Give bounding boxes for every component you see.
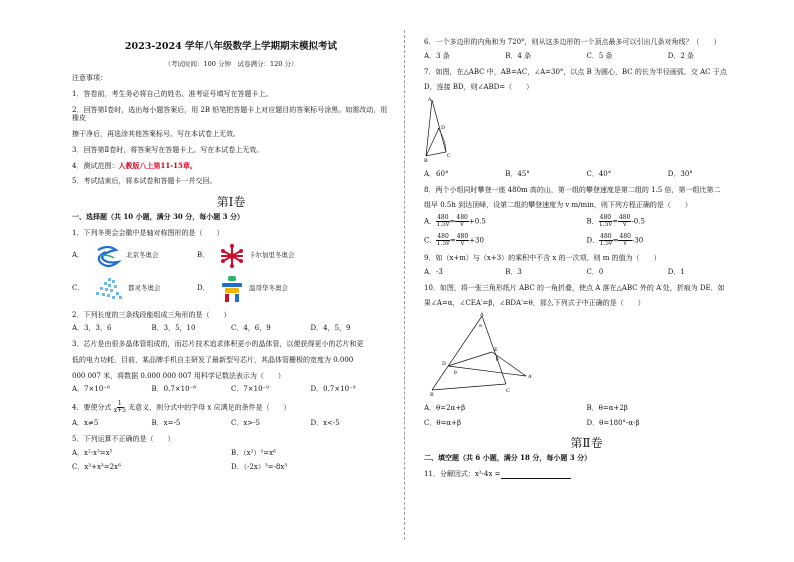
q4-fraction: $\frac{1}{x+5}$ bbox=[113, 400, 126, 414]
q1-row-cd bbox=[72, 274, 390, 304]
q7-label-a: A bbox=[428, 97, 432, 103]
q10-option-d: D．θ=180°-α-β bbox=[586, 418, 640, 427]
q10-label-alpha: α bbox=[479, 324, 483, 329]
question-3-line1: 3．芯片是由很多晶体管组成的，而芯片技术追求体积更小的晶体管，以便获得更小的芯片和更 bbox=[72, 340, 364, 348]
question-7-line1: 7．如图，在△ABC 中，AB=AC，∠A=30°，以点 B 为圆心，BC 的长为半径画弧，交 AC 于点 bbox=[424, 67, 727, 76]
q10-option-b: B．θ=α+2β bbox=[586, 403, 628, 412]
q10-options bbox=[424, 404, 749, 428]
q10-option-a: A．θ=2α+β bbox=[424, 403, 466, 412]
question-7-line2: D，连接 BD，则∠ABD=（ ） bbox=[424, 83, 534, 92]
q2-options bbox=[72, 324, 390, 333]
q6-option-b: B．4 条 bbox=[505, 51, 532, 60]
q9-option-a: A．-3 bbox=[424, 267, 443, 276]
q10-label-c: C bbox=[506, 388, 510, 394]
section2-heading: 二、填空题（共 6 小题，满分 18 分，每小题 3 分） bbox=[424, 453, 592, 463]
note-1: 1．答卷前，考生务必将自己的姓名、准考证号填写在答题卡上。 bbox=[72, 89, 273, 98]
question-10-line2: 果∠A=α，∠CEA′=β，∠BDA′=θ，那么下列式子中正确的是（ ） bbox=[424, 299, 645, 308]
notes-heading: 注意事项： bbox=[72, 74, 107, 82]
exam-title: 2023-2024 学年八年级数学上学期期末模拟考试 bbox=[124, 41, 338, 52]
right-column bbox=[424, 38, 749, 479]
q4-option-b: B．x=-5 bbox=[151, 419, 181, 427]
q1-option-c: C． 都灵冬奥会 bbox=[72, 276, 187, 302]
q9-option-d: D．1 bbox=[667, 267, 685, 276]
q10-folded-triangle-figure bbox=[430, 312, 540, 396]
q8-option-c: C． $\frac{480}{1.5v}$ = $\frac{480}{v}$ +30 bbox=[424, 233, 484, 247]
q7-label-b: B bbox=[424, 158, 428, 162]
q7-options bbox=[424, 170, 749, 179]
q2-option-a: A．3，3，6 bbox=[72, 324, 112, 333]
q1-row-ab bbox=[72, 241, 390, 271]
question-9: 9．如（x+m）与（x+3）的乘积中不含 x 的一次项，则 m 的值为（ ） bbox=[424, 254, 661, 262]
question-5: 5．下列运算不正确的是（ ） bbox=[72, 434, 175, 443]
note-3: 3．回答第Ⅱ卷时，将答案写在答题卡上。写在本试卷上无效。 bbox=[72, 145, 264, 154]
calgary-emblem-icon bbox=[219, 243, 245, 269]
question-11: 11．分解因式：x³-4x = bbox=[424, 470, 749, 479]
q3-option-c: C．7×10⁻⁹ bbox=[231, 385, 270, 394]
q9-option-c: C．0 bbox=[586, 267, 604, 276]
left-column bbox=[72, 38, 390, 472]
q8-option-a: A． $\frac{480}{1.5v}$ = $\frac{480}{v}$ +0.5 bbox=[424, 214, 486, 228]
q10-label-beta: β bbox=[496, 357, 499, 362]
q7-option-b: B．45° bbox=[505, 169, 530, 178]
section1-heading: 一、选择题（共 10 小题，满分 30 分，每小题 3 分） bbox=[72, 212, 244, 221]
question-1: 1．下列冬奥会会徽中是轴对称图形的是（ ） bbox=[72, 228, 224, 237]
q8-options bbox=[424, 215, 749, 247]
question-8-line2: 组早 0.5h 到达顶峰，设第二组的攀登速度为 v m/min，则下列方程正确的是（ ） bbox=[424, 201, 692, 210]
question-10-line1: 10．如图，将一张三角形纸片 ABC 的一角折叠，使点 A 落在△ABC 外的 A′处，折痕为 DE．如 bbox=[424, 283, 725, 292]
question-4: 4．要使分式 $\frac{1}{x+5}$ 无意义，则分式中的字母 x 应满足的条件是（ ） bbox=[72, 400, 291, 414]
q1-option-a: A． 北京冬奥会 bbox=[72, 242, 187, 270]
q10-label-theta: θ bbox=[454, 371, 457, 376]
q4-option-d: D．x<-5 bbox=[310, 419, 340, 427]
q10-label-d: D bbox=[442, 361, 447, 367]
q8-option-d: D． $\frac{480}{1.5v}$ = $\frac{480}{v}$ -30 bbox=[586, 233, 644, 247]
q10-label-a-prime: A′ bbox=[528, 374, 533, 380]
q9-options bbox=[424, 268, 749, 277]
q7-label-c: C bbox=[447, 153, 451, 159]
q7-option-c: C．40° bbox=[586, 169, 612, 178]
q10-label-e: E bbox=[494, 347, 498, 353]
q6-options bbox=[424, 52, 749, 61]
q2-option-d: D．4，5，9 bbox=[310, 324, 351, 333]
vancouver-inukshuk-icon bbox=[219, 275, 245, 303]
q2-option-c: C．4，6，9 bbox=[231, 324, 271, 333]
q10-option-c: C．θ=α+β bbox=[424, 418, 462, 427]
q7-option-d: D．30° bbox=[667, 169, 693, 178]
part1-heading: 第Ⅰ卷 bbox=[216, 195, 246, 209]
q3-option-b: B．0.7×10⁻⁸ bbox=[151, 385, 197, 394]
question-2: 2．下列长度的三条线段能组成三角形的是（ ） bbox=[72, 310, 231, 319]
q1-option-d: D． 温哥华冬奥会 bbox=[197, 275, 312, 303]
q5-option-a: A．x²·x³=x⁵ bbox=[72, 448, 113, 457]
exam-subtitle: （考试时间：100 分钟 试卷满分：120 分） bbox=[164, 59, 298, 68]
q5-options bbox=[72, 449, 390, 473]
beijing-emblem-icon bbox=[94, 242, 122, 270]
q10-label-a: A bbox=[480, 312, 484, 318]
q5-option-b: B．（x²）³=x⁶ bbox=[231, 448, 276, 457]
q7-option-a: A．60° bbox=[424, 169, 449, 178]
q4-option-c: C．x>-5 bbox=[231, 419, 260, 427]
part2-heading: 第Ⅱ卷 bbox=[570, 436, 603, 451]
column-divider bbox=[404, 30, 405, 540]
q11-answer-blank bbox=[501, 472, 571, 479]
q6-option-d: D．2 条 bbox=[667, 51, 695, 60]
q7-triangle-figure bbox=[424, 96, 464, 162]
q3-option-d: D．0.7×10⁻⁹ bbox=[310, 385, 356, 394]
q4-options bbox=[72, 419, 390, 428]
note-4: 4．测试范围：人教版八上第11-15章。 bbox=[72, 160, 197, 170]
q6-option-c: C．5 条 bbox=[586, 51, 613, 60]
turin-emblem-icon bbox=[94, 276, 124, 302]
note-2-cont: 擦干净后，再选涂其他答案标号。写在本试卷上无效。 bbox=[72, 130, 240, 138]
q5-option-d: D．（-2x）³=-8x³ bbox=[231, 463, 288, 472]
note-5: 5．考试结束后，将本试卷和答题卡一并交回。 bbox=[72, 177, 217, 186]
q1-option-b: B． 卡尔加里冬奥会 bbox=[197, 243, 312, 269]
q3-options bbox=[72, 385, 390, 394]
q3-option-a: A．7×10⁻⁸ bbox=[72, 385, 110, 394]
q10-label-b: B bbox=[430, 392, 434, 396]
test-range: 人教版八上第11-15章。 bbox=[118, 160, 197, 170]
question-6: 6．一个多边形的内角和为 720°，则从这多边形的一个顶点最多可以引出几条对角线？（ ） bbox=[424, 38, 721, 46]
q4-option-a: A．x≠5 bbox=[72, 419, 99, 427]
q2-option-b: B．3，5，10 bbox=[151, 324, 196, 333]
q6-option-a: A．3 条 bbox=[424, 51, 450, 60]
q7-label-d: D bbox=[441, 125, 446, 131]
q8-option-b: B． $\frac{480}{1.5v}$ = $\frac{480}{v}$ -0.5 bbox=[586, 214, 645, 228]
q9-option-b: B．3 bbox=[505, 267, 522, 276]
note-2: 2．回答第Ⅰ卷时，选出每小题答案后，用 2B 铅笔把答题卡上对应题目的答案标号涂黑。如需改动，用橡皮 bbox=[72, 105, 388, 123]
question-8-line1: 8．两个小组同时攀登一座 480m 高的山，第一组的攀登速度是第二组的 1.5 倍，第一组比第二 bbox=[424, 185, 721, 194]
question-3-line3: 000 007 米，将数据 0.000 000 007 用科学记数法表示为（ ） bbox=[72, 371, 285, 380]
q5-option-c: C．x³+x³=2x⁶ bbox=[72, 463, 121, 472]
question-3-line2: 低的电力功耗，目前，某品牌手机自主研发了最新型号芯片，其晶体管栅极的宽度为 0.000 bbox=[72, 355, 354, 364]
